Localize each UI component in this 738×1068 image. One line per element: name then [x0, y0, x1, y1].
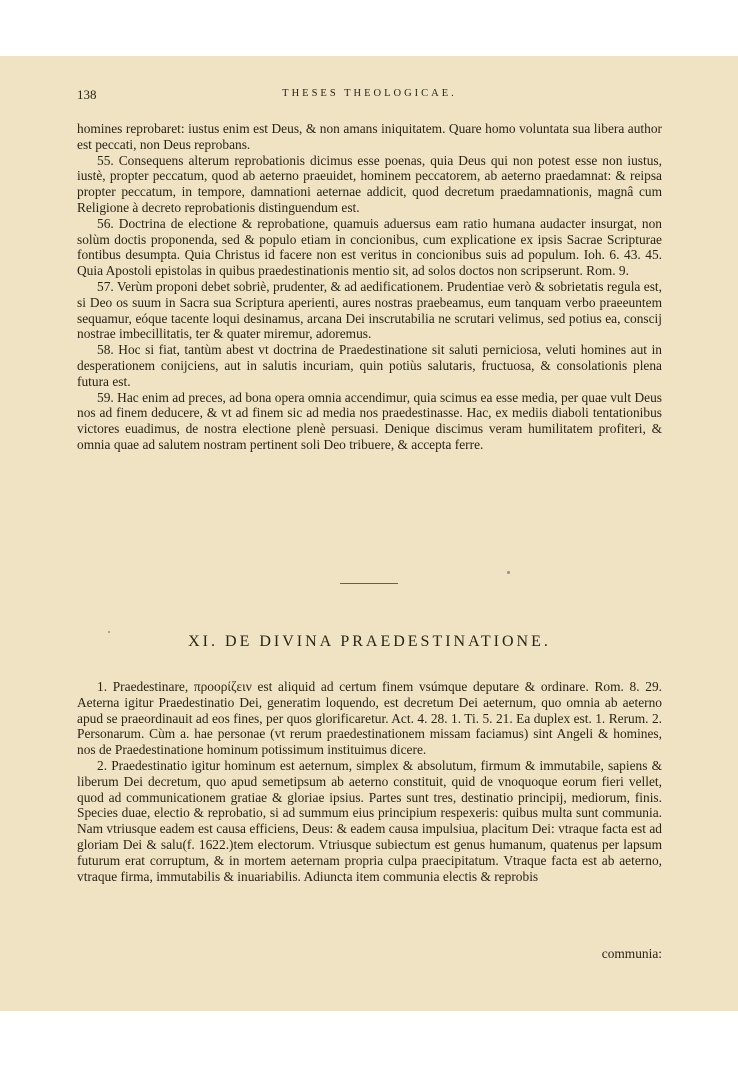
paragraph: 2. Praedestinatio igitur hominum est aeternum, simplex & absolutum, firmum & immutabile, sapiens & liberum Dei decretum, quo apud semetipsum ab aeterno constituit, quid de vnoquoque eorum fieri vellet, quod ad communicationem gratiae & gloriae ipsius. Partes sunt tres, destinatio principij, mediorum, finis. Species duae, electio & reprobatio, si ad summum eius principium respexeris: quibus multa sunt communia. Nam vtriusque eadem est causa efficiens, Deus: & eadem causa impulsiua, placitum Dei: vtraque facta est ad gloriam Dei & salu(f. 1622.)tem electorum. Vtriusque subiectum est genus humanum, quatenus per lapsum futurum erat corruptum, & in mortem aeternam propria culpa praecipitatum. Vtraque facta est ab aeterno, vtraque firma, immutabilis & inuariabilis. Adiuncta item communia electis & reprobis [77, 757, 662, 884]
top-text-block [77, 121, 662, 453]
paper-speck [108, 631, 110, 633]
paragraph: 59. Hac enim ad preces, ad bona opera omnia accendimur, quia scimus ea esse media, per quae vult Deus nos ad finem deducere, & vt ad finem sic ad media nos praedestinasse. Hac, ex mediis diaboli tentationibus victores euadimus, de nostra electione plenè persuasi. Denique discimus veram humilitatem profiteri, & omnia quae ad salutem nostram pertinent soli Deo tribuere, & accepta ferre. [77, 389, 662, 452]
paper-speck [507, 571, 510, 574]
running-title: THESES THEOLOGICAE. [282, 88, 457, 99]
page-number: 138 [77, 87, 97, 102]
paragraph: 57. Verùm proponi debet sobriè, prudenter, & ad aedificationem. Prudentiae verò & sobrietatis regula est, si Deo os suum in Sacra sua Scriptura aperienti, aures nostras praebeamus, eum tanquam verbo praeeuntem sequamur, eóque tacente loqui desinamus, arcana Dei inscrutabilia ne scrutari velimus, sed potius ea, conscij nostrae imbecillitatis, ter & quater miremur, adoremus. [77, 278, 662, 342]
catchword: communia: [601, 946, 662, 961]
paragraph: 1. Praedestinare, προορίζειν est aliquid ad certum finem vsúmque deputare & ordinare. Rom. 8. 29. Aeterna igitur Praedestinatio Dei, generatim loquendo, est decretum Dei aeternum, quo omnia ab aeterno apud se praeordinauit ad eos fines, per quos glorificaretur. Act. 4. 28. 1. Ti. 5. 21. Ea duplex est. 1. Rerum. 2. Personarum. Cùm a. hae personae (vt rerum praedestinationem missam faciamus) sint Angeli & homines, nos de Praedestinatione hominum potissimum instituimus dicere. [77, 679, 662, 758]
section-divider [340, 583, 398, 584]
page-header [77, 87, 662, 105]
paragraph: homines reprobaret: iustus enim est Deus, & non amans iniquitatem. Quare homo voluntata sua libera author est peccati, non Deus reprobans. [77, 121, 662, 152]
section-heading: XI. DE DIVINA PRAEDESTINATIONE. [188, 633, 551, 650]
paragraph: 55. Consequens alterum reprobationis dicimus esse poenas, quia Deus qui non potest esse non iustus, iustè, propter peccatum, quod ab aeterno praeuidet, hominem peccatorem, ab aeterno praedamnat: & reipsa propter peccatum, in tempore, damnationi aeternae addicit, quod decretum praedamnationis, magnâ cum Religione à decreto reprobationis distinguendum est. [77, 152, 662, 215]
paragraph: 58. Hoc si fiat, tantùm abest vt doctrina de Praedestinatione sit saluti perniciosa, veluti homines aut in desperationem conijciens, aut in salutis incuriam, quin potiùs salutaris, fructuosa, & consolationis plena futura est. [77, 342, 662, 389]
bottom-text-block [77, 679, 662, 884]
paragraph: 56. Doctrina de electione & reprobatione, quamuis aduersus eam ratio humana audacter insurgat, non solùm doctis proponenda, sed & populo etiam in concionibus, cum explicatione ex ipsis Sacrae Scripturae fontibus desumpta. Quia Christus id facere non est veritus in concionibus suis ad populum. Ioh. 6. 43. 45. Quia Apostoli epistolas in quibus praedestinationis mentio sit, ad solos doctos non scripserunt. Rom. 9. [77, 215, 662, 279]
